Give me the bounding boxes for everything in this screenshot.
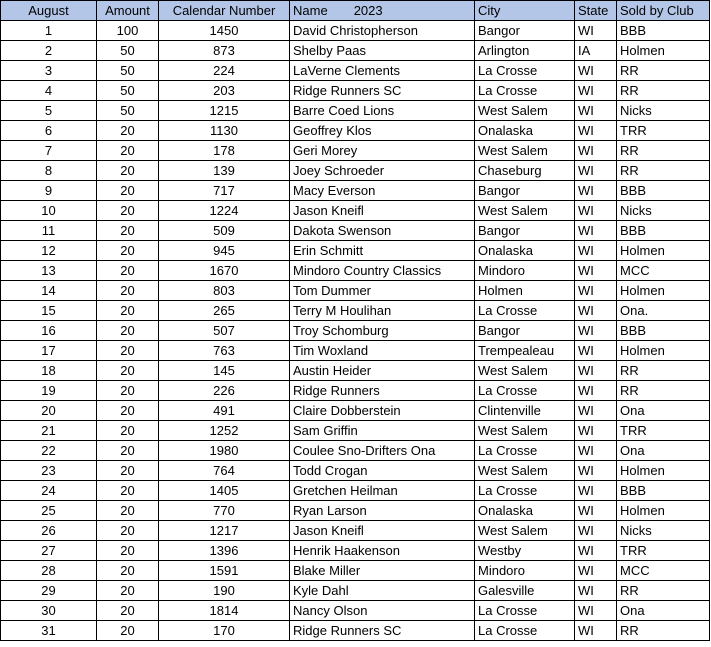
state-cell: WI (575, 141, 617, 161)
state-cell: WI (575, 101, 617, 121)
day-cell: 1 (1, 21, 97, 41)
table-body (1, 21, 710, 641)
table-row (1, 541, 710, 561)
name-cell: Ridge Runners SC (290, 81, 475, 101)
amount-cell: 20 (97, 381, 159, 401)
calendar-number-cell: 763 (159, 341, 290, 361)
calendar-number-cell: 1215 (159, 101, 290, 121)
club-cell: TRR (617, 421, 710, 441)
calendar-number-cell: 1224 (159, 201, 290, 221)
day-cell: 7 (1, 141, 97, 161)
calendar-number-cell: 764 (159, 461, 290, 481)
name-cell: Todd Crogan (290, 461, 475, 481)
amount-cell: 20 (97, 261, 159, 281)
amount-cell: 20 (97, 361, 159, 381)
calendar-number-cell: 190 (159, 581, 290, 601)
club-cell: BBB (617, 21, 710, 41)
state-cell: WI (575, 561, 617, 581)
calendar-number-cell: 178 (159, 141, 290, 161)
club-cell: Ona (617, 401, 710, 421)
state-cell: WI (575, 81, 617, 101)
header-name (290, 1, 475, 21)
state-cell: WI (575, 381, 617, 401)
state-cell: WI (575, 361, 617, 381)
amount-cell: 20 (97, 121, 159, 141)
state-cell: WI (575, 481, 617, 501)
state-cell: WI (575, 281, 617, 301)
state-cell: WI (575, 121, 617, 141)
name-cell: Nancy Olson (290, 601, 475, 621)
amount-cell: 20 (97, 621, 159, 641)
state-cell: WI (575, 161, 617, 181)
header-calendar-number: Calendar Number (159, 1, 290, 21)
city-cell: La Crosse (475, 601, 575, 621)
state-cell: WI (575, 341, 617, 361)
header-august: August (1, 1, 97, 21)
state-cell: WI (575, 401, 617, 421)
name-cell: Macy Everson (290, 181, 475, 201)
city-cell: La Crosse (475, 61, 575, 81)
state-cell: WI (575, 21, 617, 41)
city-cell: Clintenville (475, 401, 575, 421)
calendar-number-cell: 1396 (159, 541, 290, 561)
club-cell: Nicks (617, 521, 710, 541)
club-cell: BBB (617, 481, 710, 501)
day-cell: 29 (1, 581, 97, 601)
amount-cell: 20 (97, 181, 159, 201)
city-cell: Mindoro (475, 261, 575, 281)
table-row (1, 621, 710, 641)
name-cell: Jason Kneifl (290, 521, 475, 541)
state-cell: WI (575, 541, 617, 561)
city-cell: Bangor (475, 181, 575, 201)
club-cell: RR (617, 141, 710, 161)
name-cell: Ridge Runners (290, 381, 475, 401)
name-cell: Tom Dummer (290, 281, 475, 301)
name-cell: Geri Morey (290, 141, 475, 161)
day-cell: 23 (1, 461, 97, 481)
state-cell: WI (575, 441, 617, 461)
state-cell: WI (575, 221, 617, 241)
day-cell: 9 (1, 181, 97, 201)
amount-cell: 20 (97, 521, 159, 541)
amount-cell: 20 (97, 441, 159, 461)
day-cell: 2 (1, 41, 97, 61)
table-row (1, 481, 710, 501)
club-cell: RR (617, 381, 710, 401)
table-row (1, 141, 710, 161)
day-cell: 8 (1, 161, 97, 181)
amount-cell: 20 (97, 221, 159, 241)
calendar-number-cell: 509 (159, 221, 290, 241)
table-row (1, 301, 710, 321)
calendar-number-cell: 717 (159, 181, 290, 201)
club-cell: Nicks (617, 201, 710, 221)
day-cell: 5 (1, 101, 97, 121)
header-amount: Amount (97, 1, 159, 21)
name-cell: Blake Miller (290, 561, 475, 581)
amount-cell: 20 (97, 321, 159, 341)
name-cell: Shelby Paas (290, 41, 475, 61)
table-row (1, 321, 710, 341)
table-row (1, 341, 710, 361)
city-cell: Mindoro (475, 561, 575, 581)
club-cell: RR (617, 621, 710, 641)
table-row (1, 381, 710, 401)
table-row (1, 521, 710, 541)
name-cell: Coulee Sno-Drifters Ona (290, 441, 475, 461)
city-cell: West Salem (475, 101, 575, 121)
name-cell: Geoffrey Klos (290, 121, 475, 141)
club-cell: RR (617, 81, 710, 101)
state-cell: WI (575, 241, 617, 261)
city-cell: La Crosse (475, 381, 575, 401)
table-row (1, 421, 710, 441)
table-row (1, 441, 710, 461)
day-cell: 31 (1, 621, 97, 641)
amount-cell: 20 (97, 421, 159, 441)
calendar-number-cell: 1252 (159, 421, 290, 441)
calendar-number-cell: 1130 (159, 121, 290, 141)
day-cell: 15 (1, 301, 97, 321)
header-state: State (575, 1, 617, 21)
amount-cell: 20 (97, 501, 159, 521)
city-cell: West Salem (475, 521, 575, 541)
calendar-number-cell: 770 (159, 501, 290, 521)
name-cell: Henrik Haakenson (290, 541, 475, 561)
amount-cell: 50 (97, 61, 159, 81)
day-cell: 28 (1, 561, 97, 581)
day-cell: 19 (1, 381, 97, 401)
day-cell: 14 (1, 281, 97, 301)
city-cell: Arlington (475, 41, 575, 61)
calendar-number-cell: 139 (159, 161, 290, 181)
club-cell: Holmen (617, 501, 710, 521)
table-row (1, 501, 710, 521)
state-cell: IA (575, 41, 617, 61)
table-row (1, 121, 710, 141)
city-cell: West Salem (475, 141, 575, 161)
city-cell: Galesville (475, 581, 575, 601)
name-cell: Mindoro Country Classics (290, 261, 475, 281)
calendar-number-cell: 491 (159, 401, 290, 421)
city-cell: West Salem (475, 461, 575, 481)
table-row (1, 401, 710, 421)
club-cell: Ona (617, 601, 710, 621)
calendar-number-cell: 1814 (159, 601, 290, 621)
state-cell: WI (575, 601, 617, 621)
city-cell: La Crosse (475, 621, 575, 641)
club-cell: TRR (617, 541, 710, 561)
amount-cell: 100 (97, 21, 159, 41)
state-cell: WI (575, 461, 617, 481)
calendar-number-cell: 1670 (159, 261, 290, 281)
table-row (1, 81, 710, 101)
day-cell: 21 (1, 421, 97, 441)
city-cell: Onalaska (475, 501, 575, 521)
calendar-number-cell: 1405 (159, 481, 290, 501)
day-cell: 27 (1, 541, 97, 561)
state-cell: WI (575, 621, 617, 641)
table-row (1, 361, 710, 381)
table-row (1, 101, 710, 121)
club-cell: RR (617, 161, 710, 181)
table-row (1, 461, 710, 481)
amount-cell: 20 (97, 341, 159, 361)
club-cell: TRR (617, 121, 710, 141)
name-cell: Tim Woxland (290, 341, 475, 361)
state-cell: WI (575, 521, 617, 541)
city-cell: La Crosse (475, 301, 575, 321)
header-name-label: Name (293, 3, 328, 18)
state-cell: WI (575, 201, 617, 221)
calendar-number-cell: 226 (159, 381, 290, 401)
state-cell: WI (575, 301, 617, 321)
amount-cell: 20 (97, 141, 159, 161)
day-cell: 17 (1, 341, 97, 361)
day-cell: 12 (1, 241, 97, 261)
day-cell: 24 (1, 481, 97, 501)
table-row (1, 21, 710, 41)
day-cell: 11 (1, 221, 97, 241)
day-cell: 26 (1, 521, 97, 541)
amount-cell: 20 (97, 161, 159, 181)
amount-cell: 20 (97, 201, 159, 221)
amount-cell: 50 (97, 81, 159, 101)
calendar-number-cell: 145 (159, 361, 290, 381)
day-cell: 18 (1, 361, 97, 381)
city-cell: Bangor (475, 221, 575, 241)
table-row (1, 581, 710, 601)
name-cell: Gretchen Heilman (290, 481, 475, 501)
name-cell: Erin Schmitt (290, 241, 475, 261)
amount-cell: 20 (97, 481, 159, 501)
calendar-number-cell: 507 (159, 321, 290, 341)
amount-cell: 20 (97, 581, 159, 601)
day-cell: 13 (1, 261, 97, 281)
table-row (1, 181, 710, 201)
state-cell: WI (575, 501, 617, 521)
amount-cell: 20 (97, 541, 159, 561)
city-cell: Bangor (475, 21, 575, 41)
club-cell: RR (617, 61, 710, 81)
table-row (1, 61, 710, 81)
club-cell: Holmen (617, 461, 710, 481)
state-cell: WI (575, 321, 617, 341)
state-cell: WI (575, 61, 617, 81)
calendar-number-cell: 170 (159, 621, 290, 641)
city-cell: La Crosse (475, 481, 575, 501)
club-cell: MCC (617, 561, 710, 581)
club-cell: Holmen (617, 281, 710, 301)
header-row (1, 1, 710, 21)
city-cell: Chaseburg (475, 161, 575, 181)
calendar-number-cell: 1217 (159, 521, 290, 541)
state-cell: WI (575, 181, 617, 201)
day-cell: 4 (1, 81, 97, 101)
amount-cell: 20 (97, 401, 159, 421)
name-cell: Troy Schomburg (290, 321, 475, 341)
calendar-number-cell: 1980 (159, 441, 290, 461)
table-row (1, 601, 710, 621)
name-cell: Barre Coed Lions (290, 101, 475, 121)
city-cell: West Salem (475, 361, 575, 381)
table-row (1, 201, 710, 221)
state-cell: WI (575, 581, 617, 601)
calendar-number-cell: 203 (159, 81, 290, 101)
day-cell: 22 (1, 441, 97, 461)
header-sold-by-club: Sold by Club (617, 1, 710, 21)
day-cell: 16 (1, 321, 97, 341)
name-cell: Dakota Swenson (290, 221, 475, 241)
table-row (1, 221, 710, 241)
city-cell: Onalaska (475, 121, 575, 141)
amount-cell: 50 (97, 101, 159, 121)
table-row (1, 241, 710, 261)
club-cell: Holmen (617, 341, 710, 361)
name-cell: Jason Kneifl (290, 201, 475, 221)
calendar-number-cell: 224 (159, 61, 290, 81)
calendar-number-cell: 945 (159, 241, 290, 261)
name-cell: Claire Dobberstein (290, 401, 475, 421)
day-cell: 20 (1, 401, 97, 421)
day-cell: 3 (1, 61, 97, 81)
day-cell: 30 (1, 601, 97, 621)
day-cell: 6 (1, 121, 97, 141)
club-cell: BBB (617, 181, 710, 201)
amount-cell: 20 (97, 301, 159, 321)
city-cell: Bangor (475, 321, 575, 341)
club-cell: Nicks (617, 101, 710, 121)
header-year: 2023 (353, 3, 383, 18)
table-row (1, 161, 710, 181)
club-cell: Holmen (617, 241, 710, 261)
name-cell: David Christopherson (290, 21, 475, 41)
club-cell: Holmen (617, 41, 710, 61)
table-row (1, 41, 710, 61)
amount-cell: 20 (97, 601, 159, 621)
city-cell: Westby (475, 541, 575, 561)
club-cell: Ona (617, 441, 710, 461)
calendar-number-cell: 803 (159, 281, 290, 301)
city-cell: La Crosse (475, 441, 575, 461)
club-cell: MCC (617, 261, 710, 281)
amount-cell: 20 (97, 281, 159, 301)
name-cell: Kyle Dahl (290, 581, 475, 601)
city-cell: West Salem (475, 201, 575, 221)
amount-cell: 20 (97, 561, 159, 581)
club-cell: RR (617, 581, 710, 601)
header-city: City (475, 1, 575, 21)
calendar-number-cell: 873 (159, 41, 290, 61)
table-row (1, 281, 710, 301)
calendar-number-cell: 1591 (159, 561, 290, 581)
club-cell: BBB (617, 321, 710, 341)
table-row (1, 561, 710, 581)
table-row (1, 261, 710, 281)
name-cell: Ridge Runners SC (290, 621, 475, 641)
state-cell: WI (575, 261, 617, 281)
amount-cell: 20 (97, 241, 159, 261)
name-cell: Joey Schroeder (290, 161, 475, 181)
name-cell: Terry M Houlihan (290, 301, 475, 321)
day-cell: 10 (1, 201, 97, 221)
day-cell: 25 (1, 501, 97, 521)
city-cell: La Crosse (475, 81, 575, 101)
amount-cell: 50 (97, 41, 159, 61)
name-cell: Sam Griffin (290, 421, 475, 441)
name-cell: Austin Heider (290, 361, 475, 381)
club-cell: BBB (617, 221, 710, 241)
amount-cell: 20 (97, 461, 159, 481)
club-cell: RR (617, 361, 710, 381)
calendar-number-cell: 1450 (159, 21, 290, 41)
city-cell: Holmen (475, 281, 575, 301)
city-cell: Trempealeau (475, 341, 575, 361)
name-cell: Ryan Larson (290, 501, 475, 521)
calendar-number-cell: 265 (159, 301, 290, 321)
city-cell: Onalaska (475, 241, 575, 261)
state-cell: WI (575, 421, 617, 441)
city-cell: West Salem (475, 421, 575, 441)
club-cell: Ona. (617, 301, 710, 321)
name-cell: LaVerne Clements (290, 61, 475, 81)
